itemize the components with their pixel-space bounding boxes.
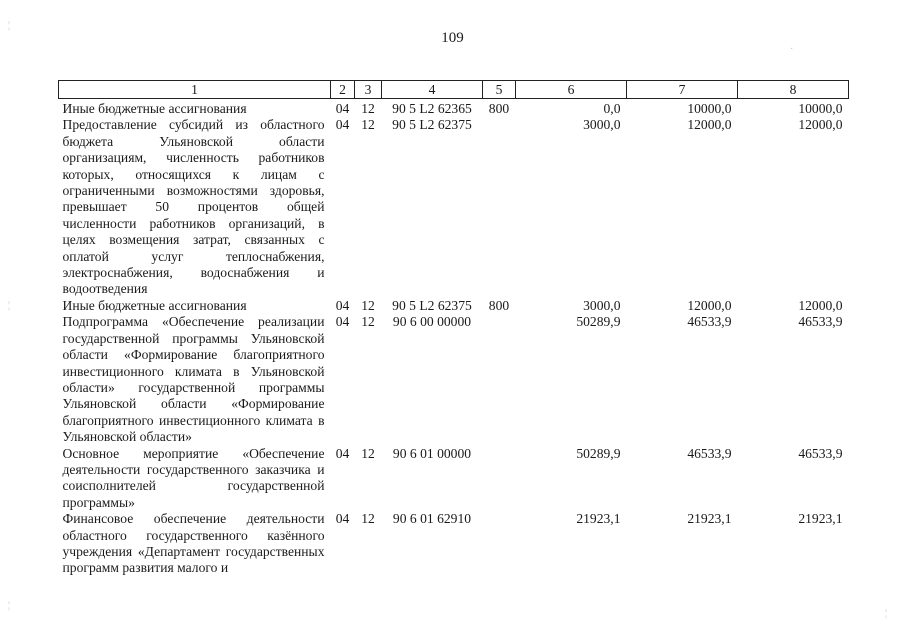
table-row (59, 117, 849, 297)
row-expense-type (483, 314, 516, 445)
row-value-col8: 12000,0 (798, 117, 843, 133)
row-section-code: 04 (335, 445, 350, 461)
row-section-code: 04 (335, 511, 350, 527)
column-header-3: 3 (355, 81, 382, 99)
row-value-col6: 0,0 (603, 101, 621, 116)
row-value-col7: 12000,0 (687, 117, 732, 133)
row-expense-type (483, 511, 516, 577)
column-header-8: 8 (738, 81, 849, 99)
row-value-col7: 10000,0 (687, 101, 732, 116)
page-number: 109 (441, 30, 464, 46)
row-name: Финансовое обеспечение деятельности областного государственного казённого учреждения «Департамент государственных программ развития малого и (62, 511, 325, 576)
table-row (59, 511, 849, 577)
column-header-7: 7 (627, 81, 738, 99)
row-value-col6: 50289,9 (576, 445, 621, 461)
row-value-col6: 3000,0 (583, 297, 621, 313)
row-name: Основное мероприятие «Обеспечение деятельности государственного заказчика и соисполнителей государственной программы» (62, 445, 325, 510)
row-section-code: 04 (335, 117, 350, 133)
row-name: Иные бюджетные ассигнования (62, 101, 247, 116)
row-subsection-code: 12 (361, 445, 375, 461)
row-expense-type (483, 446, 516, 512)
row-subsection-code: 12 (361, 297, 375, 313)
row-subsection-code: 12 (361, 511, 375, 527)
table-header-row (59, 81, 849, 99)
table-row (59, 99, 849, 118)
row-name: Иные бюджетные ассигнования (62, 297, 247, 313)
column-header-4: 4 (382, 81, 483, 99)
row-target-code: 90 5 L2 62375 (392, 117, 472, 133)
scan-dot-mark: ¦ (8, 20, 11, 31)
row-value-col6: 3000,0 (583, 117, 621, 133)
row-target-code: 90 6 01 62910 (392, 511, 472, 527)
row-name: Подпрограмма «Обеспечение реализации государственной программы Ульяновской области «Формирование благоприятного инвестиционного климата в Ульяновской области» государственной программы Ульяновской области «Формирование благоприятного инвестиционного климата в Ульяновской области» (62, 314, 325, 445)
row-target-code: 90 5 L2 62375 (392, 297, 472, 313)
column-header-5: 5 (483, 81, 516, 99)
row-expense-type: 800 (488, 101, 510, 116)
scan-dot-mark: ¦ (8, 300, 11, 311)
table-row (59, 446, 849, 512)
row-section-code: 04 (335, 314, 350, 330)
row-value-col8: 46533,9 (798, 445, 843, 461)
row-value-col8: 12000,0 (798, 297, 843, 313)
row-value-col6: 21923,1 (576, 511, 621, 527)
table-row (59, 298, 849, 314)
scan-dot-mark: ¦ (885, 608, 888, 619)
row-value-col8: 10000,0 (798, 101, 843, 116)
column-header-6: 6 (516, 81, 627, 99)
row-value-col8: 46533,9 (798, 314, 843, 330)
scan-dot-mark: ¦ (8, 600, 11, 611)
scan-dot-mark: · (790, 44, 794, 55)
column-header-2: 2 (331, 81, 355, 99)
row-expense-type: 800 (488, 297, 510, 313)
row-subsection-code: 12 (361, 314, 375, 330)
budget-table (58, 80, 849, 577)
row-value-col8: 21923,1 (798, 511, 843, 527)
row-name: Предоставление субсидий из областного бюджета Ульяновской области организациям, численность работников которых, относящихся к лицам с ограниченными возможностями здоровья, превышает 50 процентов общей численности работников организаций, в целях возмещения затрат, связанных с оплатой услуг теплоснабжения, электроснабжения, водоснабжения и водоотведения (62, 117, 325, 297)
row-target-code: 90 6 01 00000 (392, 445, 472, 461)
column-header-1: 1 (59, 81, 331, 99)
row-value-col6: 50289,9 (576, 314, 621, 330)
row-expense-type (483, 117, 516, 297)
row-section-code: 04 (335, 101, 350, 116)
row-value-col7: 46533,9 (687, 314, 732, 330)
row-subsection-code: 12 (361, 101, 375, 116)
row-subsection-code: 12 (361, 117, 375, 133)
row-value-col7: 12000,0 (687, 297, 732, 313)
row-target-code: 90 5 L2 62365 (392, 101, 472, 116)
row-section-code: 04 (335, 297, 350, 313)
row-target-code: 90 6 00 00000 (392, 314, 472, 330)
row-value-col7: 46533,9 (687, 445, 732, 461)
table-row (59, 314, 849, 445)
row-value-col7: 21923,1 (687, 511, 732, 527)
